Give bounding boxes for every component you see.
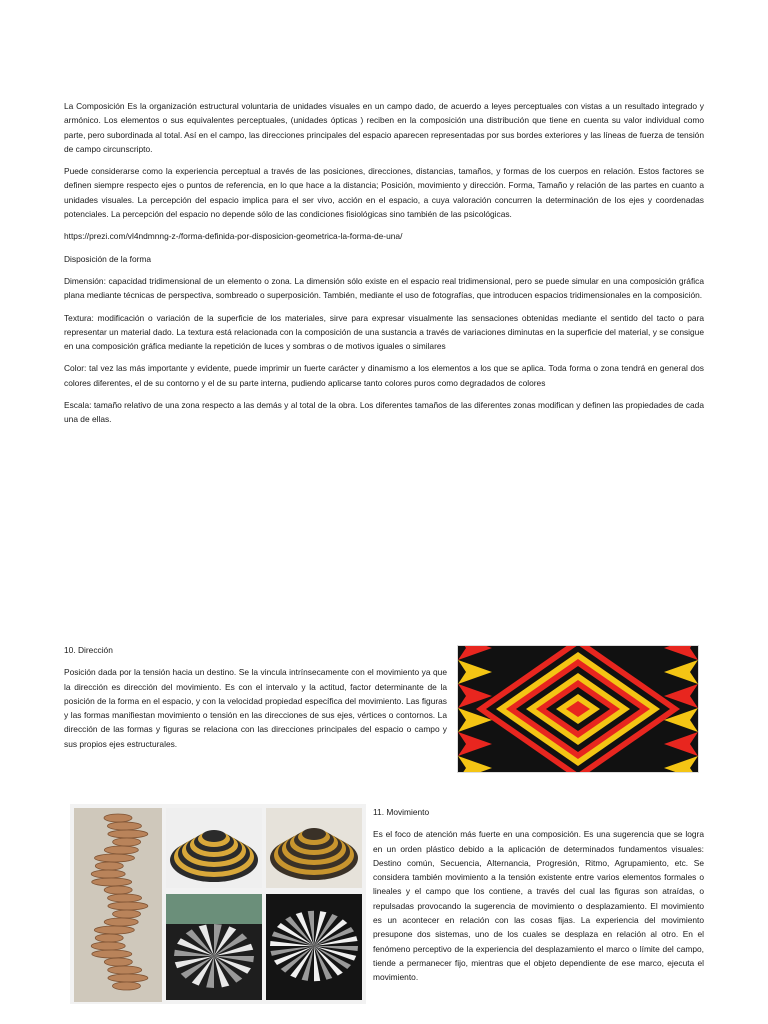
tower-slice [108, 894, 142, 902]
intro-paragraph-experiencia: Puede considerarse como la experiencia perceptual a través de las posiciones, direcciones, distancias, tamaños, y formas de los cuerpos en relación. Estos factores se definen siempre respecto ejes o puntos de referencia, en lo que hace a la distancia; Posición, movimiento y dirección. Forma, Tamaño y relación de las partes en cuanto a unidades visuales. La percepción del espacio implica para el ser vivo, acción en el espacio, a cuya valoración concurren la determinación de los ejes y coordenadas potenciales. La percepción del espacio no depende sólo de las condiciones fisiológicas sino también de las psicológicas. [64, 166, 704, 220]
intro-section [64, 99, 704, 427]
movimiento-body: Es el foco de atención más fuerte en una composición. Es una sugerencia que se logra en un orden plástico debido a la aplicación de determinados fundamentos visuales: Destino común, Secuencia, Alternancia, Progresión, Ritmo, Agrupamiento, etc. Se considera también movimiento a la tensión existente entre varios elementos formales o lineales y el campo que los contiene, a través del cual las figuras son atraídas, o repulsadas provocando la sugerencia de movimiento o desplazamiento. El movimiento es un acontecer en relación con las cosas fijas. La experiencia del movimiento presupone dos sistemas, uno de los cuales se desplaza en relación al otro. En el fenómeno perceptivo de la experiencia del desplazamiento el marco o límite del campo, tiende a permanecer fijo, mientras que el objeto dependiente de ese marco, ejecuta el movimiento. [373, 829, 704, 983]
chevron-pattern-image [457, 645, 699, 773]
tower-slice [91, 942, 125, 950]
tower-slice [91, 870, 125, 878]
tower-slice [104, 814, 132, 822]
section-heading-disposicion: Disposición de la forma [64, 253, 152, 264]
tower-slice [95, 862, 123, 870]
wave-sculpture-photo-1 [166, 808, 262, 888]
movimiento-title: 11. Movimiento [373, 807, 430, 817]
spiral-tower-photo [74, 808, 162, 1002]
tower-slice [113, 838, 141, 846]
paragraph-escala: Escala: tamaño relativo de una zona respecto a las demás y al total de la obra. Los diferentes tamaños de las diferentes zonas modifican y definen las propiedades de cada una de ellas. [64, 400, 704, 425]
tower-slice [108, 966, 142, 974]
intro-paragraph-composicion: La Composición Es la organización estructural voluntaria de unidades visuales en un campo dado, de acuerdo a leyes perceptuales con vistas a un resultado integrado y armónico. Los elementos o sus equivalentes perceptuales, (unidades ópticas ) reciben en la composición una distribución que tiene en cuenta su valor individual como parte, pero subordinada al total. Así en el campo, las direcciones principales del espacio aparecen representadas por sus bordes exteriores y las líneas de fuerza de tensión de campo circunscripto. [64, 101, 704, 154]
tower-slice [95, 934, 123, 942]
tower-slice [104, 846, 138, 854]
sculpture-photo-collage [70, 804, 366, 1004]
tower-slice [108, 830, 148, 838]
chevron-pattern-graphic [458, 646, 698, 772]
wave-layer [302, 828, 326, 840]
tower-slice [113, 910, 141, 918]
tower-slice [92, 878, 132, 886]
direccion-body: Posición dada por la tensión hacia un destino. Se la vincula intrínsecamente con el movimiento ya que la dirección es dirección del movimiento. Es con el intervalo y la actitud, factor determinante de la posición de la forma en el espacio, y con la velocidad propiedad específica del movimiento. Las figuras y las formas manifiestan movimiento o tensión en las direcciones de sus ejes, vértices o contornos. La dirección de las formas y figuras se relaciona con las direcciones principales del espacio o campo y sus propios ejes estructurales. [64, 667, 447, 749]
tower-slice [104, 886, 132, 894]
wave-sculpture-photo-2 [266, 808, 362, 888]
wave-layer [202, 830, 226, 842]
paper-fan-photo-2 [266, 894, 362, 1000]
tower-slice [104, 958, 132, 966]
paragraph-color: Color: tal vez las más importante y evidente, puede imprimir un fuerte carácter y dinamismo a los elementos a los que se aplica. Toda forma o zona tendrá en general dos colores diferentes, el de su contorno y el de su parte interna, pudiendo aplicarse tanto colores puros como degradados de colores [64, 363, 704, 388]
direccion-section [64, 643, 447, 751]
tower-slice [108, 902, 148, 910]
tower-slice [108, 974, 148, 982]
paper-fan-photo-1 [166, 894, 262, 1000]
tower-slice [107, 822, 141, 830]
paragraph-textura: Textura: modificación o variación de la superficie de los materiales, sirve para expresar visualmente las sensaciones obtenidas mediante el sentido del tacto o para representar un material dado. La textura está relacionada con la composición de una sustancia a través de variaciones diminutas en la superficie del material, y se consigue en una composición gráfica mediante la repetición de luces y sombras o de motivos iguales o similares [64, 312, 704, 352]
tower-slice [94, 926, 134, 934]
tower-slice [92, 950, 132, 958]
movimiento-section [373, 805, 704, 985]
paragraph-dimension: Dimensión: capacidad tridimensional de un elemento o zona. La dimensión sólo existe en el espacio real tridimensional, pero se puede simular en una composición gráfica plana mediante técnicas de perspectiva, sombreado o superposición. También, mediante el uso de fotografías, que introducen espacios tridimensionales en la composición. [64, 275, 704, 301]
tower-slice [104, 918, 138, 926]
source-url[interactable]: https://prezi.com/vl4ndmnng-z-/forma-definida-por-disposicion-geometrica-la-forma-de-una/ [64, 231, 403, 242]
tower-slice [112, 982, 140, 990]
direccion-title: 10. Dirección [64, 645, 113, 655]
tower-slice [94, 854, 134, 862]
